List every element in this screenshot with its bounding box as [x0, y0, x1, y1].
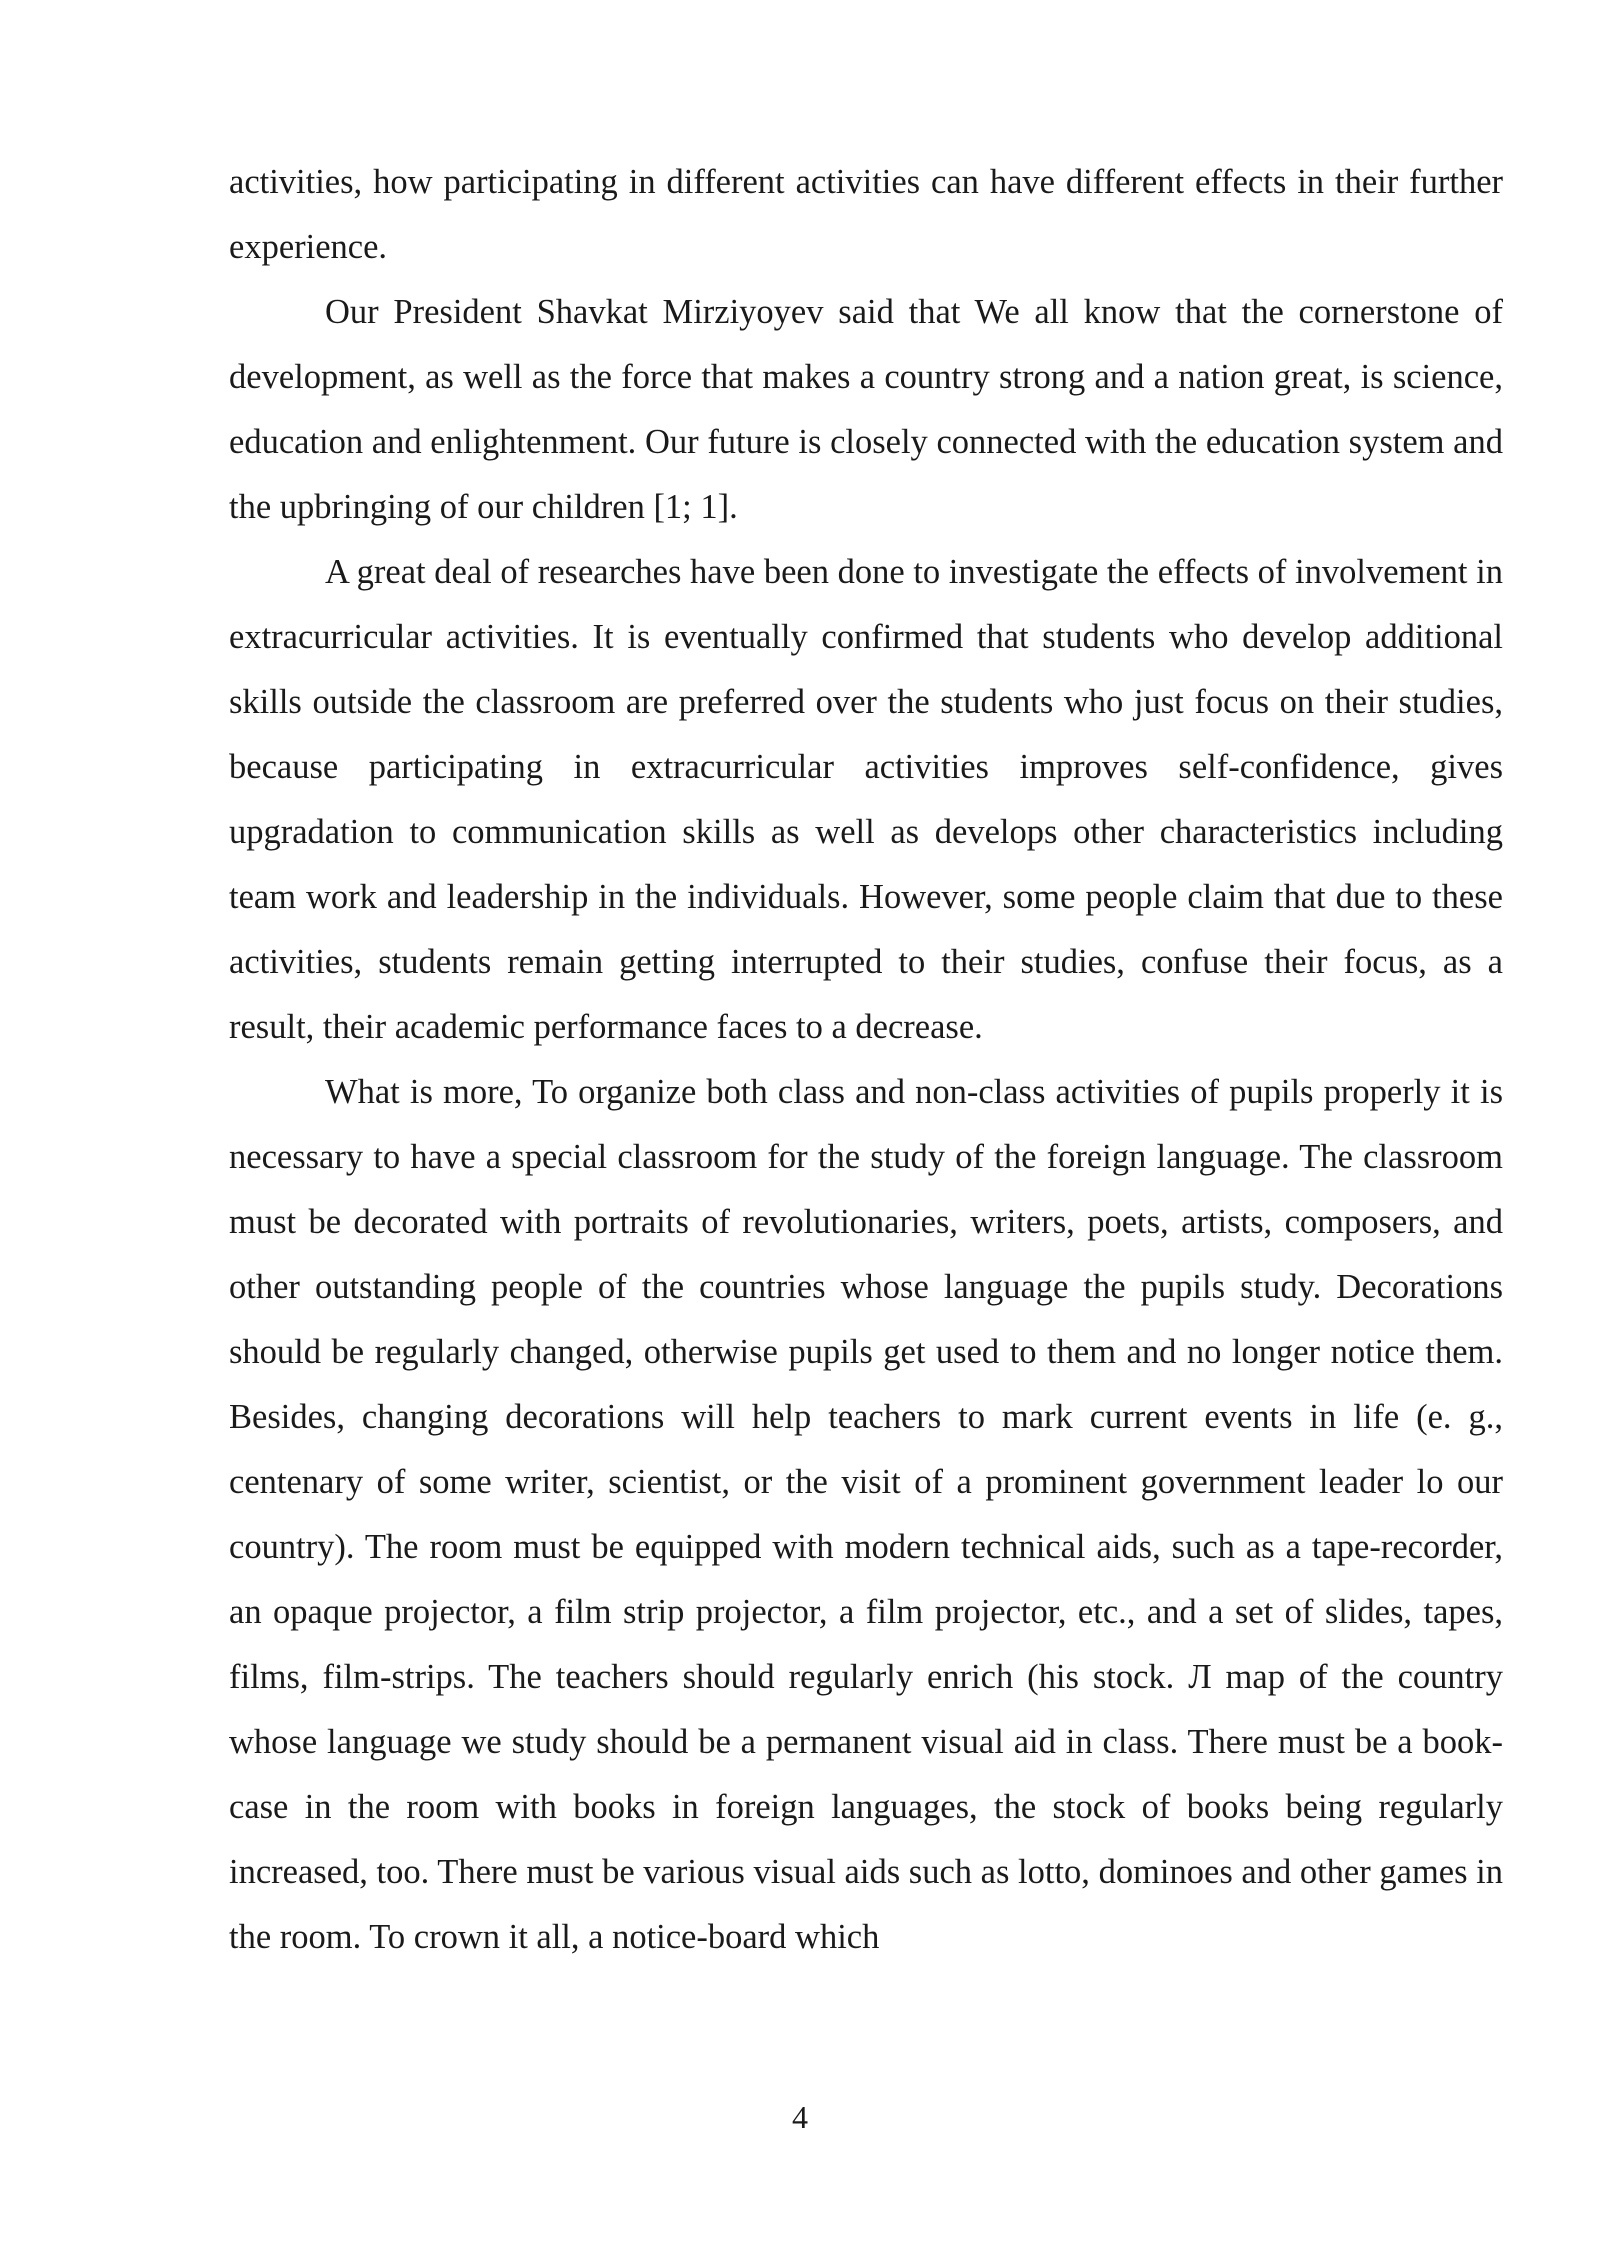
- page-number: 4: [792, 2099, 808, 2135]
- paragraph-continuation: activities, how participating in different activities can have different effects in their further experience.: [229, 163, 1503, 266]
- paragraph-president-quote: Our President Shavkat Mirziyoyev said that We all know that the cornerstone of development, as well as the force that makes a country strong and a nation great, is science, education and enlightenment. Our future is closely connected with the education system and the upbringing of our children [1; 1].: [229, 293, 1503, 526]
- body-text: [229, 150, 1503, 1970]
- paragraph-research: A great deal of researches have been done to investigate the effects of involvement in extracurricular activities. It is eventually confirmed that students who develop additional skills outside the classroom are preferred over the students who just focus on their studies, because participating in extracurricular activities improves self-confidence, gives upgradation to communication skills as well as develops other characteristics including team work and leadership in the individuals. However, some people claim that due to these activities, students remain getting interrupted to their studies, confuse their focus, as a result, their academic performance faces to a decrease.: [229, 553, 1503, 1046]
- paragraph-classroom: What is more, To organize both class and non-class activities of pupils properly it is necessary to have a special classroom for the study of the foreign language. The classroom must be decorated with portraits of revolutionaries, writers, poets, artists, composers, and other outstanding people of the countries whose language the pupils study. Decorations should be regularly changed, otherwise pupils get used to them and no longer notice them. Besides, changing decorations will help teachers to mark current events in life (e. g., centenary of some writer, scientist, or the visit of a prominent government leader lo our country). The room must be equipped with modern technical aids, such as a tape-recorder, an opaque projector, a film strip projector, a film projector, etc., and a set of slides, tapes, films, film-strips. The teachers should regularly enrich (his stock. Л map of the country whose language we study should be a permanent visual aid in class. There must be a book-case in the room with books in foreign languages, the stock of books being regularly increased, too. There must be various visual aids such as lotto, dominoes and other games in the room. To crown it all, a notice-board which: [229, 1073, 1503, 1956]
